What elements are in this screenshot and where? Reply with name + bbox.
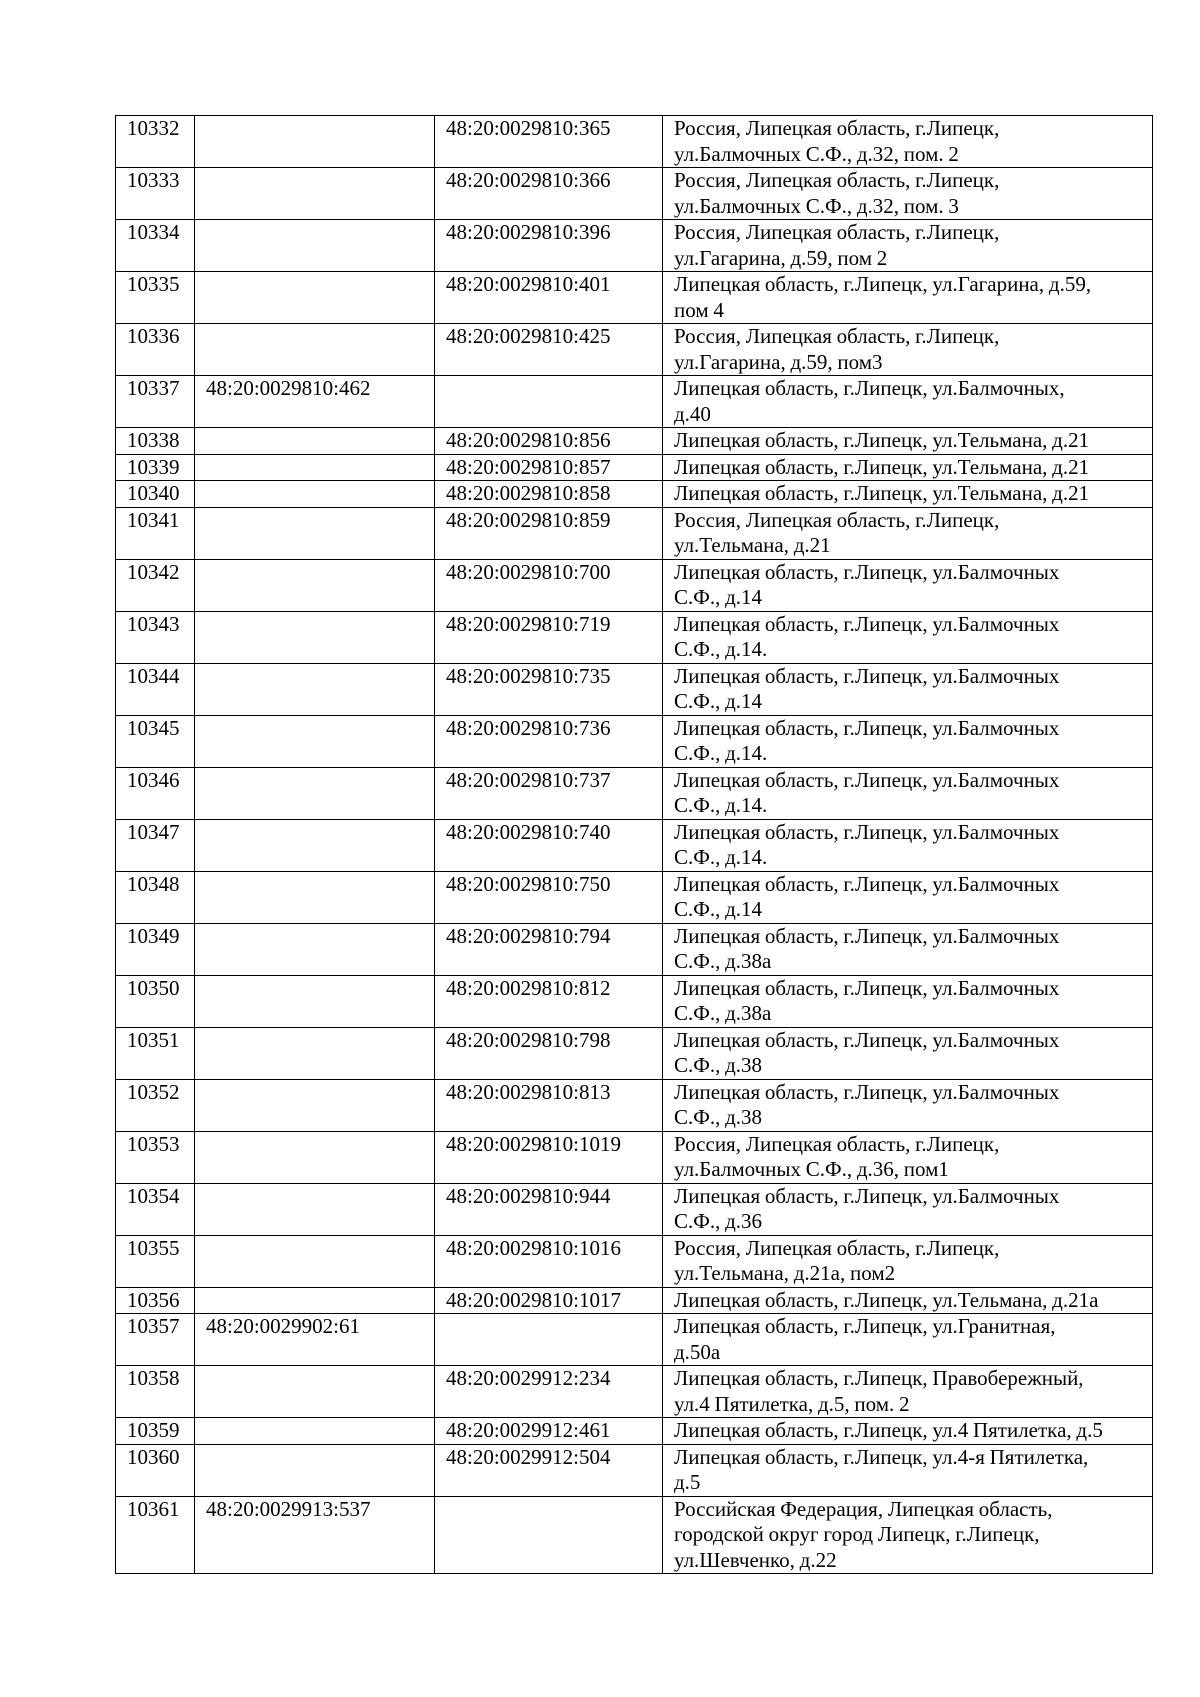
land-cadastral-number bbox=[195, 454, 435, 481]
address-line: Россия, Липецкая область, г.Липецк, bbox=[674, 168, 1000, 192]
land-cadastral-number bbox=[195, 1287, 435, 1314]
object-cadastral-number: 48:20:0029810:798 bbox=[435, 1027, 663, 1079]
object-cadastral-number: 48:20:0029810:812 bbox=[435, 975, 663, 1027]
address-cell bbox=[663, 116, 1153, 168]
land-cadastral-number bbox=[195, 324, 435, 376]
land-cadastral-number bbox=[195, 481, 435, 508]
table-row bbox=[116, 611, 1153, 663]
table-row bbox=[116, 324, 1153, 376]
table-row bbox=[116, 116, 1153, 168]
object-cadastral-number: 48:20:0029810:1016 bbox=[435, 1235, 663, 1287]
address-line: С.Ф., д.14. bbox=[674, 845, 768, 869]
address-cell bbox=[663, 1027, 1153, 1079]
address-line: Россия, Липецкая область, г.Липецк, bbox=[674, 1235, 1000, 1260]
object-cadastral-number: 48:20:0029810:396 bbox=[435, 220, 663, 272]
table-body bbox=[116, 116, 1153, 1574]
row-number: 10332 bbox=[116, 116, 195, 168]
address-line: ул.4 Пятилетка, д.5, пом. 2 bbox=[674, 1391, 910, 1416]
row-number: 10344 bbox=[116, 663, 195, 715]
table-row bbox=[116, 767, 1153, 819]
address-cell bbox=[663, 428, 1153, 455]
address-cell bbox=[663, 923, 1153, 975]
address-cell bbox=[663, 168, 1153, 220]
address-line: д.40 bbox=[674, 401, 711, 426]
object-cadastral-number: 48:20:0029912:461 bbox=[435, 1418, 663, 1445]
land-cadastral-number bbox=[195, 1183, 435, 1235]
object-cadastral-number: 48:20:0029912:504 bbox=[435, 1444, 663, 1496]
row-number: 10333 bbox=[116, 168, 195, 220]
land-cadastral-number bbox=[195, 168, 435, 220]
row-number: 10343 bbox=[116, 611, 195, 663]
object-cadastral-number: 48:20:0029810:859 bbox=[435, 507, 663, 559]
object-cadastral-number bbox=[435, 1496, 663, 1574]
address-line: С.Ф., д.14 bbox=[674, 897, 763, 921]
address-cell bbox=[663, 1418, 1153, 1445]
address-cell bbox=[663, 819, 1153, 871]
address-cell bbox=[663, 715, 1153, 767]
address-cell bbox=[663, 1366, 1153, 1418]
land-cadastral-number bbox=[195, 1131, 435, 1183]
land-cadastral-number bbox=[195, 715, 435, 767]
land-cadastral-number bbox=[195, 611, 435, 663]
table-row bbox=[116, 1418, 1153, 1445]
object-cadastral-number: 48:20:0029810:1019 bbox=[435, 1131, 663, 1183]
address-cell bbox=[663, 767, 1153, 819]
address-line: С.Ф., д.38 bbox=[674, 1105, 763, 1129]
row-number: 10349 bbox=[116, 923, 195, 975]
row-number: 10355 bbox=[116, 1235, 195, 1287]
land-cadastral-number bbox=[195, 1444, 435, 1496]
land-cadastral-number: 48:20:0029810:462 bbox=[195, 376, 435, 428]
table-row bbox=[116, 819, 1153, 871]
object-cadastral-number: 48:20:0029810:794 bbox=[435, 923, 663, 975]
address-line: Липецкая область, г.Липецк, ул.Балмочных bbox=[674, 767, 1060, 792]
table-row bbox=[116, 168, 1153, 220]
address-line: Россия, Липецкая область, г.Липецк, bbox=[674, 324, 1000, 348]
table-row bbox=[116, 559, 1153, 611]
table-row bbox=[116, 272, 1153, 324]
address-line: ул.Шевченко, д.22 bbox=[674, 1547, 837, 1572]
table-row bbox=[116, 1496, 1153, 1574]
address-cell bbox=[663, 376, 1153, 428]
address-line: С.Ф., д.38 bbox=[674, 1053, 763, 1077]
table-row bbox=[116, 454, 1153, 481]
table-row bbox=[116, 1235, 1153, 1287]
land-cadastral-number bbox=[195, 428, 435, 455]
row-number: 10342 bbox=[116, 559, 195, 611]
object-cadastral-number: 48:20:0029810:858 bbox=[435, 481, 663, 508]
address-line: пом 4 bbox=[674, 297, 724, 322]
address-cell bbox=[663, 272, 1153, 324]
address-line: Россия, Липецкая область, г.Липецк, bbox=[674, 507, 1000, 532]
object-cadastral-number: 48:20:0029810:735 bbox=[435, 663, 663, 715]
address-line: Липецкая область, г.Липецк, ул.Балмочных bbox=[674, 715, 1060, 740]
table-row bbox=[116, 481, 1153, 508]
address-line: ул.Тельмана, д.21а, пом2 bbox=[674, 1261, 896, 1285]
address-cell bbox=[663, 1235, 1153, 1287]
land-cadastral-number bbox=[195, 559, 435, 611]
row-number: 10351 bbox=[116, 1027, 195, 1079]
address-cell bbox=[663, 871, 1153, 923]
row-number: 10357 bbox=[116, 1314, 195, 1366]
address-line: С.Ф., д.14 bbox=[674, 689, 763, 713]
table-row bbox=[116, 663, 1153, 715]
row-number: 10341 bbox=[116, 507, 195, 559]
table-row bbox=[116, 1027, 1153, 1079]
row-number: 10347 bbox=[116, 819, 195, 871]
address-line: Российская Федерация, Липецкая область, bbox=[674, 1496, 1053, 1521]
table-row bbox=[116, 1366, 1153, 1418]
object-cadastral-number: 48:20:0029912:234 bbox=[435, 1366, 663, 1418]
row-number: 10336 bbox=[116, 324, 195, 376]
address-line: Россия, Липецкая область, г.Липецк, bbox=[674, 116, 1000, 140]
address-cell bbox=[663, 481, 1153, 508]
land-cadastral-number bbox=[195, 1418, 435, 1445]
address-cell bbox=[663, 1131, 1153, 1183]
table-row bbox=[116, 507, 1153, 559]
row-number: 10340 bbox=[116, 481, 195, 508]
address-line: Липецкая область, г.Липецк, ул.Балмочных bbox=[674, 559, 1060, 584]
row-number: 10352 bbox=[116, 1079, 195, 1131]
land-cadastral-number: 48:20:0029902:61 bbox=[195, 1314, 435, 1366]
land-cadastral-number bbox=[195, 871, 435, 923]
address-line: Липецкая область, г.Липецк, ул.Балмочных bbox=[674, 611, 1060, 636]
address-cell bbox=[663, 1496, 1153, 1574]
land-cadastral-number bbox=[195, 663, 435, 715]
address-line: С.Ф., д.38а bbox=[674, 949, 772, 973]
land-cadastral-number bbox=[195, 1235, 435, 1287]
address-line: Липецкая область, г.Липецк, ул.Гагарина, д.59, bbox=[674, 272, 1092, 296]
table-row bbox=[116, 1287, 1153, 1314]
land-cadastral-number bbox=[195, 975, 435, 1027]
address-cell bbox=[663, 611, 1153, 663]
table-row bbox=[116, 715, 1153, 767]
object-cadastral-number: 48:20:0029810:944 bbox=[435, 1183, 663, 1235]
object-cadastral-number: 48:20:0029810:366 bbox=[435, 168, 663, 220]
land-cadastral-number bbox=[195, 507, 435, 559]
land-cadastral-number bbox=[195, 767, 435, 819]
row-number: 10353 bbox=[116, 1131, 195, 1183]
address-line: д.50а bbox=[674, 1339, 721, 1364]
address-line: Липецкая область, г.Липецк, ул.Балмочных bbox=[674, 819, 1060, 844]
land-cadastral-number bbox=[195, 220, 435, 272]
land-cadastral-number bbox=[195, 819, 435, 871]
address-line: Липецкая область, г.Липецк, ул.Балмочных, bbox=[674, 376, 1065, 400]
table-row bbox=[116, 376, 1153, 428]
row-number: 10346 bbox=[116, 767, 195, 819]
land-cadastral-number bbox=[195, 272, 435, 324]
address-line: Липецкая область, г.Липецк, ул.Тельмана, д.21 bbox=[674, 481, 1090, 505]
row-number: 10358 bbox=[116, 1366, 195, 1418]
object-cadastral-number: 48:20:0029810:401 bbox=[435, 272, 663, 324]
address-cell bbox=[663, 1314, 1153, 1366]
address-line: Липецкая область, г.Липецк, ул.Балмочных bbox=[674, 871, 1060, 896]
address-line: д.5 bbox=[674, 1470, 701, 1494]
object-cadastral-number: 48:20:0029810:700 bbox=[435, 559, 663, 611]
address-line: Липецкая область, г.Липецк, Правобережный, bbox=[674, 1366, 1084, 1390]
address-line: Липецкая область, г.Липецк, ул.4 Пятилетка, д.5 bbox=[674, 1418, 1103, 1442]
address-line: ул.Балмочных С.Ф., д.32, пом. 2 bbox=[674, 141, 959, 166]
row-number: 10345 bbox=[116, 715, 195, 767]
address-line: Россия, Липецкая область, г.Липецк, bbox=[674, 1131, 1000, 1156]
land-cadastral-number bbox=[195, 923, 435, 975]
address-cell bbox=[663, 454, 1153, 481]
object-cadastral-number: 48:20:0029810:856 bbox=[435, 428, 663, 455]
address-line: Липецкая область, г.Липецк, ул.Тельмана, д.21 bbox=[674, 454, 1090, 479]
table-row bbox=[116, 871, 1153, 923]
address-line: ул.Балмочных С.Ф., д.32, пом. 3 bbox=[674, 193, 959, 218]
address-cell bbox=[663, 1183, 1153, 1235]
address-cell bbox=[663, 1287, 1153, 1314]
table-row bbox=[116, 1314, 1153, 1366]
address-line: ул.Тельмана, д.21 bbox=[674, 533, 831, 557]
row-number: 10359 bbox=[116, 1418, 195, 1445]
address-cell bbox=[663, 559, 1153, 611]
address-cell bbox=[663, 324, 1153, 376]
address-cell bbox=[663, 1079, 1153, 1131]
land-cadastral-number bbox=[195, 116, 435, 168]
table-row bbox=[116, 923, 1153, 975]
row-number: 10334 bbox=[116, 220, 195, 272]
address-line: Липецкая область, г.Липецк, ул.Балмочных bbox=[674, 663, 1060, 688]
address-cell bbox=[663, 220, 1153, 272]
object-cadastral-number: 48:20:0029810:740 bbox=[435, 819, 663, 871]
address-cell bbox=[663, 1444, 1153, 1496]
address-line: Россия, Липецкая область, г.Липецк, bbox=[674, 220, 1000, 244]
address-cell bbox=[663, 663, 1153, 715]
address-line: ул.Гагарина, д.59, пом 2 bbox=[674, 245, 888, 270]
address-cell bbox=[663, 507, 1153, 559]
address-line: Липецкая область, г.Липецк, ул.Тельмана, д.21 bbox=[674, 428, 1090, 452]
row-number: 10360 bbox=[116, 1444, 195, 1496]
address-line: С.Ф., д.38а bbox=[674, 1001, 772, 1025]
table-row bbox=[116, 220, 1153, 272]
address-line: С.Ф., д.14 bbox=[674, 585, 763, 609]
table-row bbox=[116, 1131, 1153, 1183]
address-line: С.Ф., д.14. bbox=[674, 741, 768, 765]
address-line: Липецкая область, г.Липецк, ул.4-я Пятилетка, bbox=[674, 1444, 1089, 1469]
table-row bbox=[116, 1183, 1153, 1235]
address-line: С.Ф., д.36 bbox=[674, 1209, 763, 1233]
table-row bbox=[116, 428, 1153, 455]
address-cell bbox=[663, 975, 1153, 1027]
row-number: 10354 bbox=[116, 1183, 195, 1235]
object-cadastral-number: 48:20:0029810:736 bbox=[435, 715, 663, 767]
object-cadastral-number bbox=[435, 1314, 663, 1366]
address-line: ул.Гагарина, д.59, пом3 bbox=[674, 349, 883, 374]
object-cadastral-number: 48:20:0029810:737 bbox=[435, 767, 663, 819]
row-number: 10361 bbox=[116, 1496, 195, 1574]
object-cadastral-number: 48:20:0029810:857 bbox=[435, 454, 663, 481]
land-cadastral-number bbox=[195, 1366, 435, 1418]
object-cadastral-number: 48:20:0029810:1017 bbox=[435, 1287, 663, 1314]
address-line: ул.Балмочных С.Ф., д.36, пом1 bbox=[674, 1157, 949, 1181]
cadastral-table bbox=[115, 115, 1153, 1574]
land-cadastral-number: 48:20:0029913:537 bbox=[195, 1496, 435, 1574]
table-row bbox=[116, 1079, 1153, 1131]
address-line: Липецкая область, г.Липецк, ул.Балмочных bbox=[674, 923, 1060, 948]
address-line: Липецкая область, г.Липецк, ул.Гранитная, bbox=[674, 1314, 1056, 1338]
address-line: Липецкая область, г.Липецк, ул.Балмочных bbox=[674, 1079, 1060, 1104]
object-cadastral-number: 48:20:0029810:365 bbox=[435, 116, 663, 168]
row-number: 10337 bbox=[116, 376, 195, 428]
row-number: 10350 bbox=[116, 975, 195, 1027]
row-number: 10356 bbox=[116, 1287, 195, 1314]
address-line: городской округ город Липецк, г.Липецк, bbox=[674, 1522, 1040, 1546]
address-line: Липецкая область, г.Липецк, ул.Балмочных bbox=[674, 1027, 1060, 1052]
address-line: С.Ф., д.14. bbox=[674, 793, 768, 817]
row-number: 10339 bbox=[116, 454, 195, 481]
object-cadastral-number: 48:20:0029810:750 bbox=[435, 871, 663, 923]
address-line: Липецкая область, г.Липецк, ул.Балмочных bbox=[674, 1183, 1060, 1208]
object-cadastral-number: 48:20:0029810:425 bbox=[435, 324, 663, 376]
object-cadastral-number: 48:20:0029810:719 bbox=[435, 611, 663, 663]
object-cadastral-number bbox=[435, 376, 663, 428]
table-row bbox=[116, 975, 1153, 1027]
table-row bbox=[116, 1444, 1153, 1496]
address-line: С.Ф., д.14. bbox=[674, 637, 768, 661]
address-line: Липецкая область, г.Липецк, ул.Балмочных bbox=[674, 975, 1060, 1000]
row-number: 10348 bbox=[116, 871, 195, 923]
row-number: 10338 bbox=[116, 428, 195, 455]
address-line: Липецкая область, г.Липецк, ул.Тельмана, д.21а bbox=[674, 1287, 1099, 1312]
object-cadastral-number: 48:20:0029810:813 bbox=[435, 1079, 663, 1131]
land-cadastral-number bbox=[195, 1027, 435, 1079]
row-number: 10335 bbox=[116, 272, 195, 324]
land-cadastral-number bbox=[195, 1079, 435, 1131]
